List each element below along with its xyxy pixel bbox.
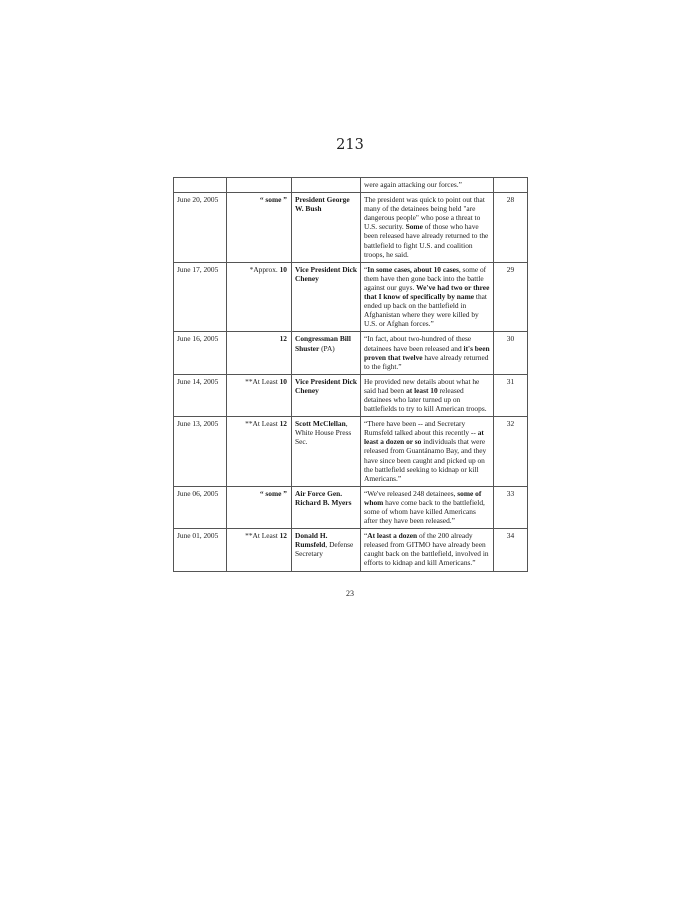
count-value: 12: [279, 419, 287, 429]
quote-text: He provided new details about what he said had been: [364, 376, 480, 395]
quote-text: We've had two or three that I know of specifically by name: [364, 282, 490, 302]
quote-text: “: [364, 531, 368, 541]
count-prefix: **At Least: [245, 419, 280, 429]
speaker-cell: [292, 262, 361, 332]
date-cell: June 16, 2005: [174, 332, 227, 374]
count-value: 10: [279, 376, 287, 386]
speaker-title: (PA): [319, 343, 335, 353]
quote-text: some of whom: [364, 488, 482, 507]
quote-cell: [361, 262, 494, 332]
quote-text: released detainees who later turned up on battlefields to try to kill American troops.: [364, 385, 487, 414]
quote-text: of the 200 already released from GITMO have already been caught back on the battlefield, involved in efforts to kidnap and kill Americans.”: [364, 531, 489, 568]
date-cell: June 14, 2005: [174, 374, 227, 416]
table-row: [174, 262, 528, 332]
quote-cell: [361, 417, 494, 487]
quote-text: “: [364, 264, 368, 274]
count-cell: [227, 262, 292, 332]
quote-text: of those who have been released have already returned to the battlefield to fight U.S. and coalition troops, he said.: [364, 222, 489, 259]
quote-text: “We've released 248 detainees,: [364, 488, 458, 498]
speaker-cell: [292, 178, 361, 193]
quote-cell: [361, 529, 494, 571]
count-prefix: *Approx.: [249, 264, 280, 274]
count-value: 12: [279, 531, 287, 541]
statements-table: [173, 177, 528, 572]
date-cell: June 06, 2005: [174, 486, 227, 528]
date-cell: [174, 178, 227, 193]
quote-text: individuals that were released from Guantánamo Bay, and they have since been caught and picked up on the battlefield seeking to kidnap or kill Americans.”: [364, 437, 487, 483]
count-cell: [227, 193, 292, 263]
page-number-top: 213: [336, 137, 364, 153]
footnote-cell: [494, 178, 528, 193]
quote-text: In some cases, about 10 cases: [367, 264, 459, 274]
quote-cell: [361, 332, 494, 374]
speaker-cell: [292, 193, 361, 263]
table-row: [174, 529, 528, 571]
footnote-cell: 34: [494, 529, 528, 571]
speaker-cell: [292, 417, 361, 487]
count-cell: [227, 374, 292, 416]
speaker-title: , Defense Secretary: [295, 540, 354, 559]
footnote-cell: 30: [494, 332, 528, 374]
quote-text: were again attacking our forces.”: [364, 180, 462, 189]
table-body: [174, 178, 528, 572]
speaker-name: Vice President Dick Cheney: [295, 376, 357, 395]
quote-text: have come back to the battlefield, some of whom have killed Americans after they have been released.”: [364, 497, 485, 526]
speaker-cell: [292, 332, 361, 374]
table-row: [174, 178, 528, 193]
speaker-name: Vice President Dick Cheney: [295, 264, 357, 283]
quote-cell: [361, 374, 494, 416]
table-row: [174, 374, 528, 416]
speaker-name: Scott McClellan: [295, 419, 346, 429]
speaker-name: Congressman Bill Shuster: [295, 334, 351, 353]
count-prefix: **At Least: [245, 531, 280, 541]
quote-cell: [361, 193, 494, 263]
quote-text: have already returned to the fight.”: [364, 352, 489, 371]
footnote-cell: 28: [494, 193, 528, 263]
quote-text: Some: [405, 222, 423, 232]
date-cell: June 01, 2005: [174, 529, 227, 571]
quote-text: The president was quick to point out that many of the detainees being held "are dangerous people" who pose a threat to U.S. security.: [364, 195, 485, 232]
table-row: [174, 193, 528, 263]
count-cell: [227, 417, 292, 487]
count-cell: [227, 178, 292, 193]
table-row: [174, 417, 528, 487]
footnote-cell: 31: [494, 374, 528, 416]
count-value: “ some ”: [259, 195, 287, 205]
quote-text: it's been proven that twelve: [364, 343, 490, 362]
count-value: “ some ”: [259, 488, 287, 498]
quote-text: “In fact, about two-hundred of these detainees have been released and: [364, 334, 472, 353]
table-row: [174, 332, 528, 374]
quote-text: at least 10: [406, 385, 438, 395]
count-cell: [227, 529, 292, 571]
footnote-cell: 32: [494, 417, 528, 487]
speaker-name: Donald H. Rumsfeld: [295, 531, 328, 550]
count-value: 12: [279, 334, 287, 344]
count-prefix: **At Least: [245, 376, 280, 386]
count-value: 10: [279, 264, 287, 274]
quote-text: , some of them have then gone back into the battle against our guys.: [364, 264, 487, 292]
count-cell: [227, 332, 292, 374]
footnote-cell: 29: [494, 262, 528, 332]
speaker-title: , White House Press Sec.: [295, 419, 352, 447]
speaker-name: Air Force Gen. Richard B. Myers: [295, 488, 352, 507]
quote-cell: [361, 178, 494, 193]
date-cell: June 17, 2005: [174, 262, 227, 332]
speaker-cell: [292, 529, 361, 571]
quote-text: that ended up back on the battlefield in Afghanistan where they were killed by U.S. or Afghan forces.”: [364, 292, 487, 329]
speaker-name: President George W. Bush: [295, 195, 350, 214]
quote-text: at least a dozen or so: [364, 428, 484, 447]
date-cell: June 13, 2005: [174, 417, 227, 487]
quote-cell: [361, 486, 494, 528]
date-cell: June 20, 2005: [174, 193, 227, 263]
page-number-bottom: 23: [346, 589, 354, 598]
speaker-cell: [292, 486, 361, 528]
count-cell: [227, 486, 292, 528]
table-row: [174, 486, 528, 528]
quote-text: “There have been -- and Secretary Rumsfeld talked about this recently --: [364, 419, 478, 438]
speaker-cell: [292, 374, 361, 416]
quote-text: At least a dozen: [367, 531, 418, 541]
footnote-cell: 33: [494, 486, 528, 528]
